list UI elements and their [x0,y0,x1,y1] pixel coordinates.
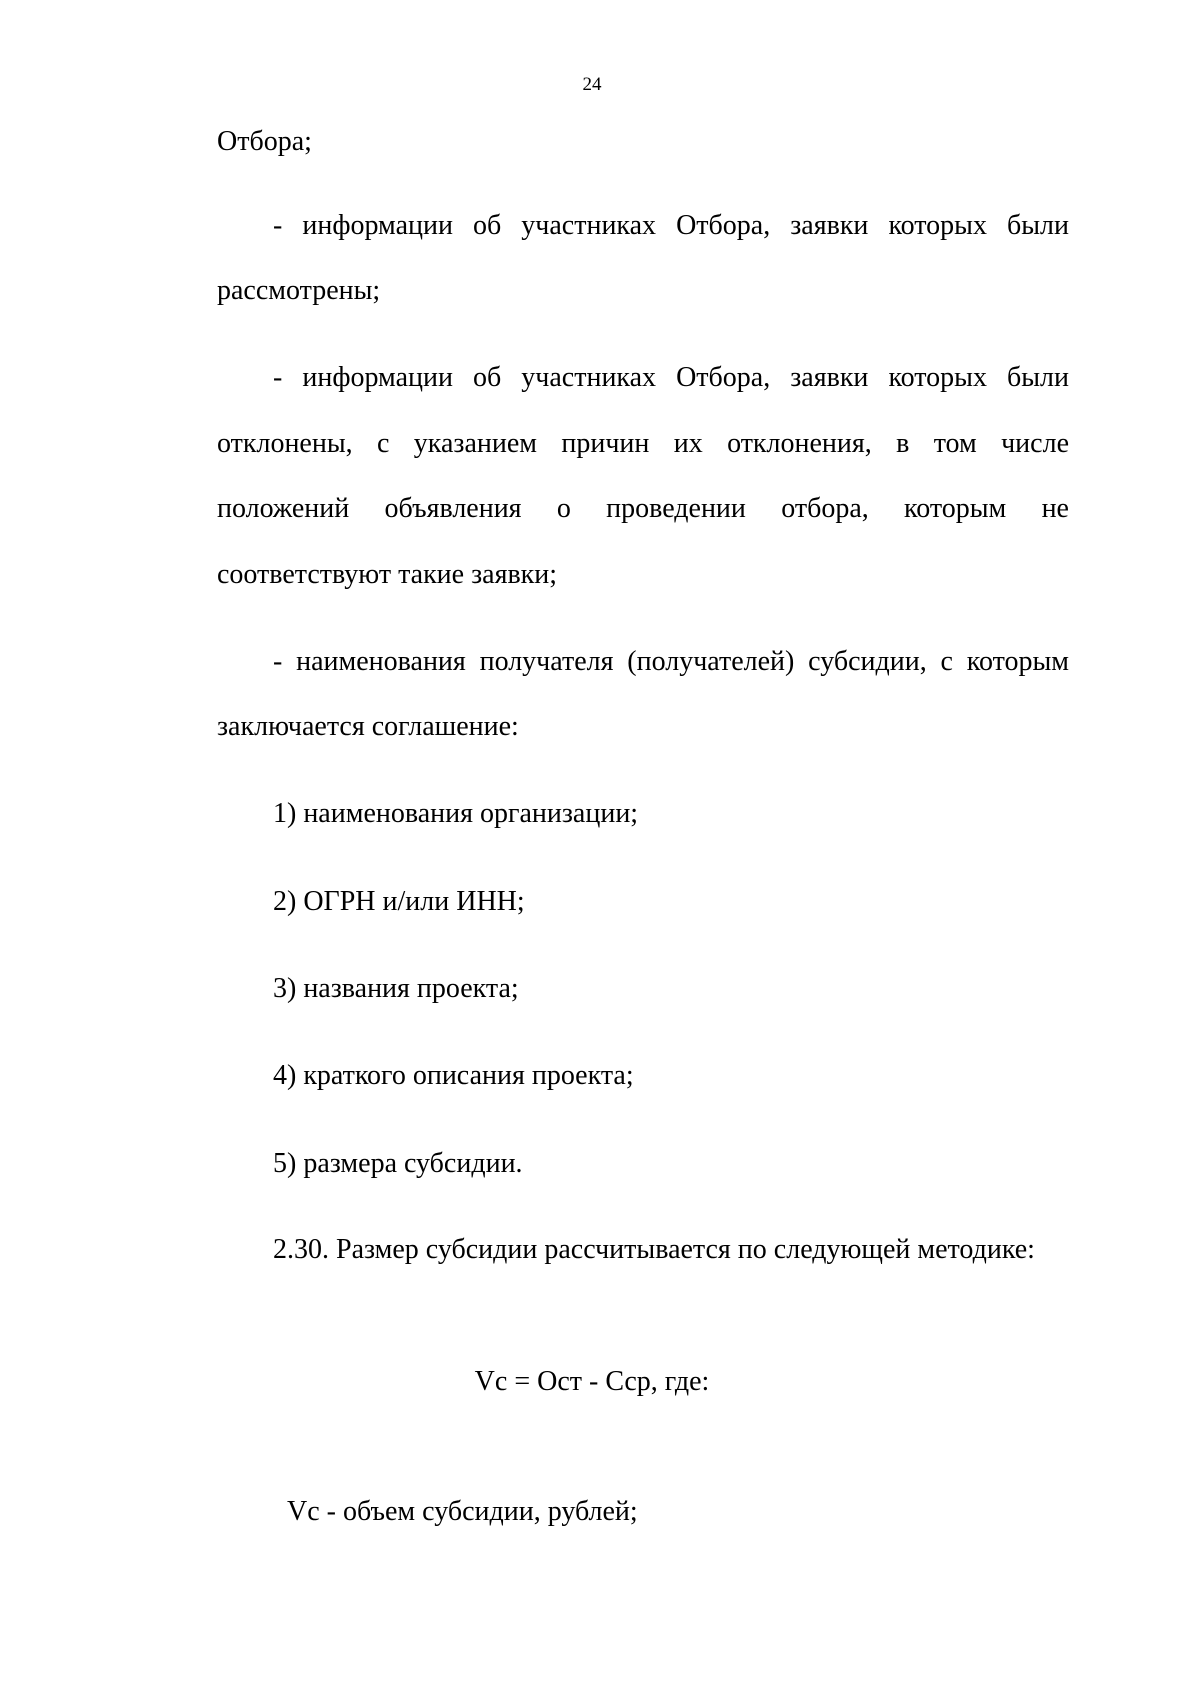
list-item: 4) краткого описания проекта; [273,1060,634,1091]
list-item: 5) размера субсидии. [273,1148,523,1179]
page-number: 24 [582,74,602,95]
text-line: заключается соглашение: [217,711,519,742]
list-item: 3) названия проекта; [273,973,519,1004]
text-line: отклонены, с указанием причин их отклонения, в том числе [217,428,1069,459]
formula: Vc = Ост - Сср, где: [474,1366,710,1397]
formula-definition: Vc - объем субсидии, рублей; [287,1496,638,1527]
section-paragraph: 2.30. Размер субсидии рассчитывается по следующей методике: [273,1234,1035,1265]
text-line: рассмотрены; [217,275,381,306]
text-line: положений объявления о проведении отбора, которым не [217,493,1069,524]
text-line: - информации об участниках Отбора, заявки которых были [273,362,1069,393]
text-line: Отбора; [217,126,312,157]
text-line: - информации об участниках Отбора, заявки которых были [273,210,1069,241]
text-line: соответствуют такие заявки; [217,559,558,590]
text-line: - наименования получателя (получателей) субсидии, с которым [273,646,1069,677]
list-item: 1) наименования организации; [273,798,639,829]
list-item: 2) ОГРН и/или ИНН; [273,886,525,917]
